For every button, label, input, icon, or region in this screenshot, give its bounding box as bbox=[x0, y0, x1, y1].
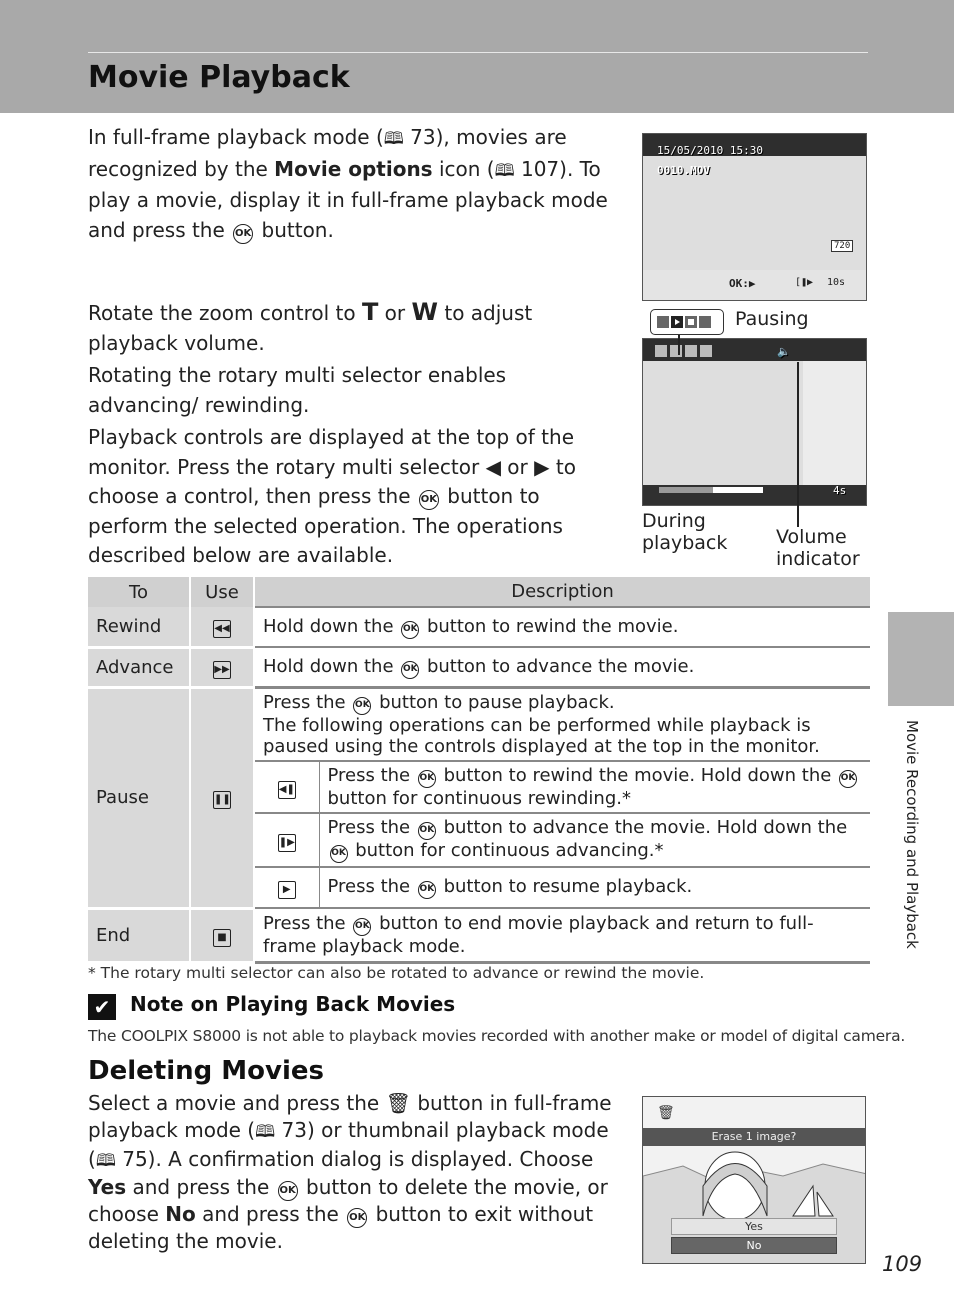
section-title-deleting: Deleting Movies bbox=[88, 1056, 324, 1086]
deleting-paragraph: Select a movie and press the 🗑 button in full-frame playback mode (🕮 73) or thumbnail playback mode (🕮 75). A confirmation dialog is displayed. Choose Yes and press the OK button to delete the movie, or choose No and press the OK button to exit without deleting the movie. bbox=[88, 1091, 612, 1254]
table-row-pause: Pause ❚❚ Press the OK button to pause playback. The following operations can be performed while playback is paused using the controls displayed at the top in the monitor. ◀❚ Press the OK button to rewind the movie. Hold down the OK button for continuous rewinding.* ❚▶ Press the OK button to advance the movie. Hold down the OK button for continuous advancing.* ▶ Press the OK button to resume playback. bbox=[88, 687, 870, 908]
ok-button-icon: OK bbox=[278, 1181, 298, 1201]
ok-button-icon: OK bbox=[419, 490, 439, 510]
ok-button-icon: OK bbox=[401, 621, 419, 639]
playback-controls-icon bbox=[655, 344, 735, 358]
volume-callout-line bbox=[797, 362, 799, 527]
progress-bar bbox=[659, 487, 763, 493]
erase-prompt: Erase 1 image? bbox=[643, 1128, 865, 1146]
ok-button-icon: OK bbox=[353, 697, 371, 715]
zoom-paragraph: Rotate the zoom control to T or W to adjust playback volume. bbox=[88, 298, 533, 355]
playback-operations-table bbox=[88, 577, 870, 964]
movie-screen-playback bbox=[642, 338, 867, 506]
table-header-row bbox=[88, 577, 870, 607]
caption-during-playback: During playback bbox=[642, 510, 728, 554]
header-to: To bbox=[88, 577, 190, 607]
left-arrow-icon: ◀ bbox=[485, 454, 501, 479]
caption-volume-indicator: Volume indicator bbox=[776, 526, 860, 570]
chapter-label: Movie Recording and Playback bbox=[903, 720, 921, 949]
pause-sub-row-resume: ▶ Press the OK button to resume playback. bbox=[255, 867, 870, 907]
volume-indicator-icon: 🔈 bbox=[777, 345, 791, 358]
ok-button-icon: OK bbox=[418, 822, 436, 840]
ok-button-icon: OK bbox=[347, 1208, 367, 1228]
page-number: 109 bbox=[882, 1252, 923, 1276]
page-title: Movie Playback bbox=[88, 60, 350, 95]
rotary-paragraph: Rotating the rotary multi selector enables advancing/ rewinding. bbox=[88, 363, 507, 417]
book-icon: 🕮 bbox=[383, 129, 404, 149]
ok-button-icon: OK bbox=[233, 224, 253, 244]
pause-icon: ❚❚ bbox=[213, 791, 231, 809]
ok-button-icon: OK bbox=[330, 845, 348, 863]
stop-icon: ■ bbox=[213, 929, 231, 947]
book-icon: 🕮 bbox=[494, 160, 515, 181]
movie-length: 10s bbox=[827, 277, 846, 288]
pausing-callout-line bbox=[678, 335, 680, 355]
ok-button-icon: OK bbox=[401, 661, 419, 679]
table-row-rewind: Rewind ◀◀ Hold down the OK button to rewind the movie. bbox=[88, 607, 870, 647]
frame-rewind-icon: ◀❚ bbox=[278, 781, 296, 799]
header-use: Use bbox=[190, 577, 254, 607]
caption-pausing: Pausing bbox=[735, 308, 809, 330]
note-body: The COOLPIX S8000 is not able to playback movies recorded with another make or model of digital camera. bbox=[88, 1027, 906, 1045]
resume-icon: ▶ bbox=[278, 881, 296, 899]
movie-screen-full-frame bbox=[642, 133, 867, 301]
playback-controls-strip-icon bbox=[651, 310, 723, 334]
erase-no-button[interactable]: No bbox=[671, 1237, 837, 1254]
table-row-advance: Advance ▶▶ Hold down the OK button to advance the movie. bbox=[88, 647, 870, 687]
pause-sub-row-advance: ❚▶ Press the OK button to advance the movie. Hold down the OK button for continuous advancing.* bbox=[255, 813, 870, 867]
header-rule bbox=[88, 52, 868, 53]
erase-yes-button[interactable]: Yes bbox=[671, 1218, 837, 1235]
advance-icon: ▶▶ bbox=[213, 661, 231, 679]
controls-paragraph: Playback controls are displayed at the top of the monitor. Press the rotary multi selector ◀ or ▶ to choose a control, then press the OK button to perform the selected operation. The operations described below are available. bbox=[88, 425, 576, 568]
check-icon: ✔ bbox=[88, 994, 116, 1020]
pause-sub-row-rewind: ◀❚ Press the OK button to rewind the movie. Hold down the OK button for continuous rewinding.* bbox=[255, 762, 870, 813]
frame-advance-icon: ❚▶ bbox=[278, 834, 296, 852]
pause-description: Press the OK button to pause playback. The following operations can be performed while playback is paused using the controls displayed at the top in the monitor. bbox=[255, 688, 870, 762]
remaining-time: 4s bbox=[833, 484, 847, 497]
header-description: Description bbox=[254, 577, 870, 607]
footnote: * The rotary multi selector can also be rotated to advance or rewind the movie. bbox=[88, 964, 705, 982]
chapter-tab bbox=[888, 612, 954, 706]
book-icon: 🕮 bbox=[255, 1121, 276, 1142]
ok-button-icon: OK bbox=[418, 770, 436, 788]
playback-controls-callout bbox=[650, 309, 724, 335]
erase-dialog-screen bbox=[642, 1096, 866, 1264]
trash-icon: 🗑 bbox=[657, 1105, 675, 1121]
table-row-end: End ■ Press the OK button to end movie playback and return to full-frame playback mode. bbox=[88, 908, 870, 963]
movie-size-icon: 720 bbox=[831, 240, 853, 252]
ok-button-icon: OK bbox=[418, 881, 436, 899]
progress-fill bbox=[659, 487, 713, 493]
screen-datetime: 15/05/2010 15:30 bbox=[657, 144, 763, 157]
ok-button-icon: OK bbox=[839, 770, 857, 788]
rewind-icon: ◀◀ bbox=[213, 620, 231, 638]
book-icon: 🕮 bbox=[95, 1150, 116, 1171]
movie-options-icon: [❚▶ bbox=[795, 277, 814, 288]
screen-filename: 0010.MOV bbox=[657, 164, 710, 177]
right-arrow-icon: ▶ bbox=[534, 454, 550, 479]
ok-play-indicator: OK:▶ bbox=[729, 277, 756, 290]
ok-button-icon: OK bbox=[353, 918, 371, 936]
note-heading: ✔ Note on Playing Back Movies bbox=[88, 992, 455, 1020]
trash-icon: 🗑 bbox=[385, 1091, 411, 1115]
intro-paragraph: In full-frame playback mode (🕮 73), movies are recognized by the Movie options icon (🕮 107). To play a movie, display it in full-frame playback mode and press the OK button. bbox=[88, 125, 608, 242]
header-band bbox=[0, 0, 954, 113]
